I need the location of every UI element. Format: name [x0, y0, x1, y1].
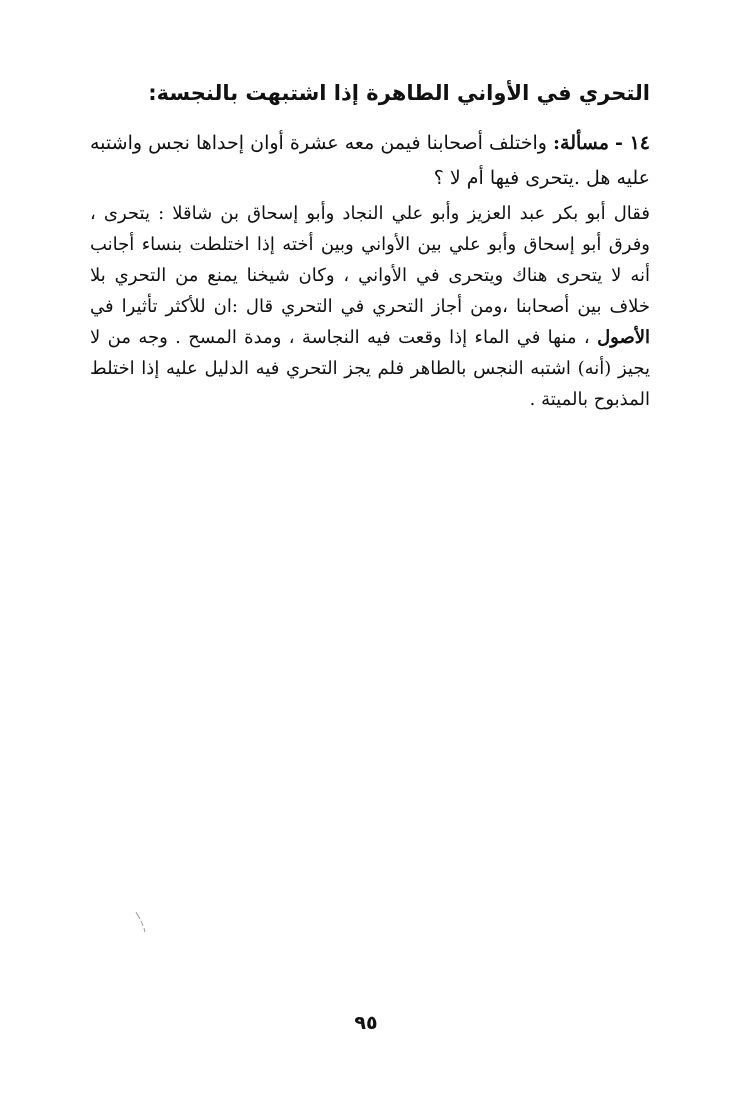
scan-speck-mark	[134, 910, 148, 934]
body-text-part-2: ، منها في الماء إذا وقعت فيه النجاسة ، ومدة المسح . وجه من لا يجيز (أنه) اشتبه النجس بالطاهر فلم يجز التحري فيه الدليل عليه إذا اختلط المذبوح بالميتة .	[90, 327, 650, 410]
issue-label: مسألة:	[553, 132, 609, 154]
section-heading: التحري في الأواني الطاهرة إذا اشتبهت بالنجسة:	[148, 81, 650, 105]
issue-number: ١٤ -	[615, 132, 650, 154]
body-paragraph	[90, 198, 650, 415]
issue-paragraph	[90, 126, 650, 196]
issue-text: واختلف أصحابنا فيمن معه عشرة أوان إحداها نجس واشتبه عليه هل .يتحرى فيها أم لا ؟	[90, 132, 650, 189]
body-text-part-1: فقال أبو بكر عبد العزيز وأبو علي النجاد وأبو إسحاق بن شاقلا : يتحرى ، وفرق أبو إسحاق وأبو علي بين الأواني وبين أخته إذا اختلطت بنساء أجانب أنه لا يتحرى هناك ويتحرى في الأواني ، وكان شيخنا يمنع من التحري بلا خلاف بين أصحابنا ،ومن أجاز التحري في التحري قال :ان للأكثر تأثيرا في	[90, 203, 650, 317]
page-number: ٩٥	[354, 1012, 378, 1034]
body-bold-word: الأصول	[597, 327, 650, 348]
